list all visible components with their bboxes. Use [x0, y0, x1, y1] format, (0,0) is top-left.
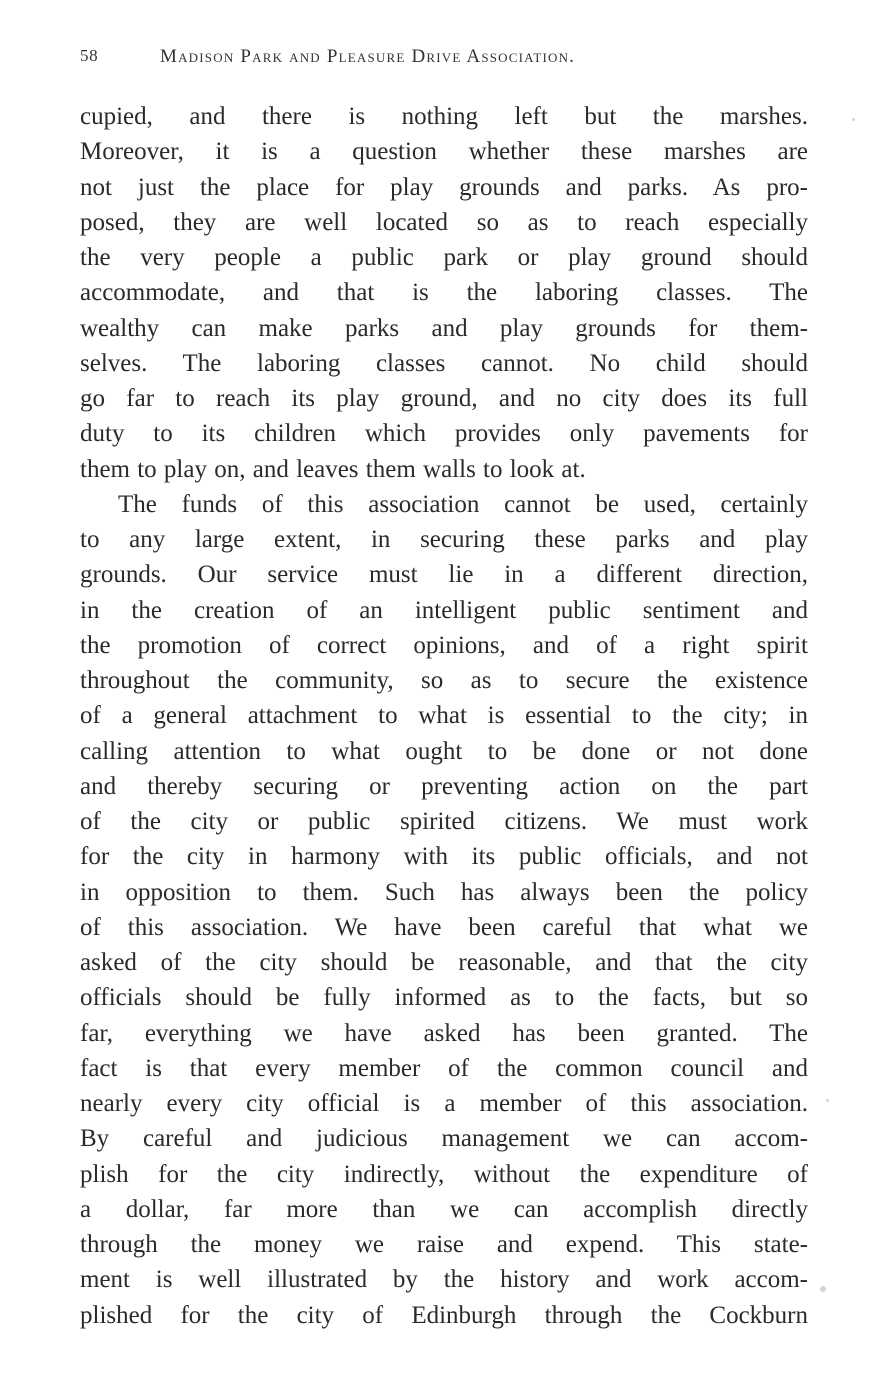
text-line: plish for the city indirectly, without the expenditure of	[80, 1160, 808, 1188]
text-line: in opposition to them. Such has always been the policy	[80, 878, 808, 906]
text-line: of a general attachment to what is essential to the city; in	[80, 702, 808, 730]
text-line: for the city in harmony with its public officials, and not	[80, 843, 808, 871]
paper-speck	[852, 118, 855, 121]
page-number: 58	[80, 46, 99, 65]
text-line: go far to reach its play ground, and no city does its full	[80, 385, 808, 412]
text-line: nearly every city official is a member of this association.	[80, 1090, 808, 1117]
text-line: and thereby securing or preventing action on the part	[80, 772, 808, 800]
text-line: asked of the city should be reasonable, and that the city	[80, 949, 808, 976]
text-line: of this association. We have been careful that what we	[80, 913, 808, 941]
text-line: wealthy can make parks and play grounds for them-	[80, 314, 808, 342]
text-line: the promotion of correct opinions, and of a right spirit	[80, 631, 808, 659]
text-line: far, everything we have asked has been granted. The	[80, 1019, 808, 1047]
text-line: the very people a public park or play ground should	[80, 244, 808, 271]
text-line: them to play on, and leaves them walls to look at.	[80, 455, 586, 483]
text-line: to any large extent, in securing these parks and play	[80, 526, 808, 553]
body-text	[80, 99, 808, 1333]
text-line: not just the place for play grounds and parks. As pro-	[80, 173, 808, 201]
running-title: Madison Park and Pleasure Drive Association.	[160, 46, 576, 67]
text-line: Moreover, it is a question whether these marshes are	[80, 138, 808, 166]
text-line: officials should be fully informed as to the facts, but so	[80, 984, 808, 1012]
paper-speck	[820, 1286, 826, 1292]
text-line: ment is well illustrated by the history and work accom-	[80, 1266, 808, 1294]
text-line: By careful and judicious management we can accom-	[80, 1125, 808, 1153]
text-line: fact is that every member of the common council and	[80, 1054, 808, 1082]
text-line: duty to its children which provides only pavements for	[80, 420, 808, 448]
text-line: selves. The laboring classes cannot. No child should	[80, 349, 808, 377]
paragraph-first-line: The funds of this association cannot be used, certainly	[118, 490, 808, 518]
text-line: through the money we raise and expend. This state-	[80, 1231, 808, 1258]
text-line: plished for the city of Edinburgh through the Cockburn	[80, 1301, 808, 1329]
text-line: of the city or public spirited citizens. We must work	[80, 808, 808, 835]
paper-speck	[826, 1099, 829, 1102]
text-line: a dollar, far more than we can accomplish directly	[80, 1195, 808, 1223]
text-line: calling attention to what ought to be done or not done	[80, 737, 808, 765]
text-line: in the creation of an intelligent public sentiment and	[80, 596, 808, 624]
running-head	[80, 46, 807, 76]
text-line: accommodate, and that is the laboring classes. The	[80, 279, 808, 307]
text-line: posed, they are well located so as to reach especially	[80, 208, 808, 236]
text-line: cupied, and there is nothing left but the marshes.	[80, 103, 808, 130]
text-line: grounds. Our service must lie in a different direction,	[80, 561, 808, 589]
text-line: throughout the community, so as to secure the existence	[80, 667, 808, 694]
